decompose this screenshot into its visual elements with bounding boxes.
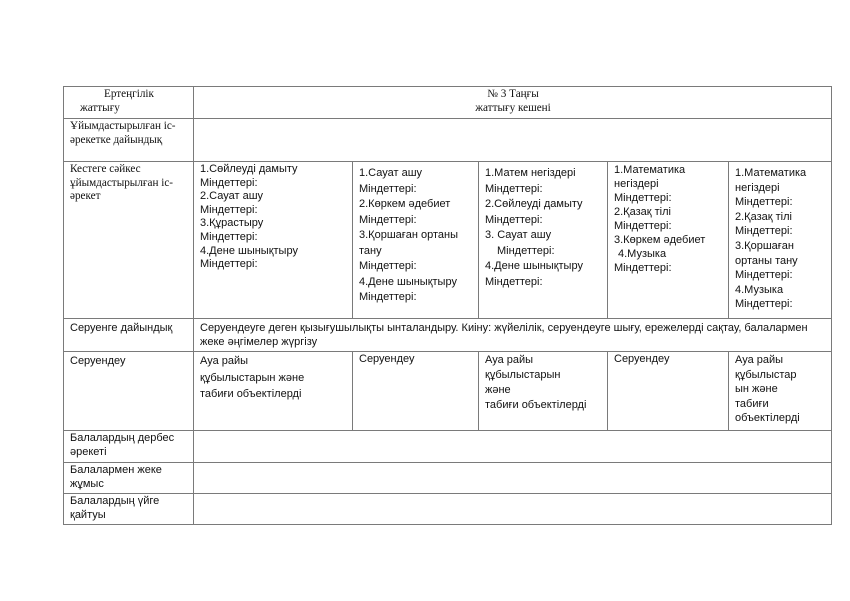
cell-line: Міндеттері: bbox=[735, 196, 793, 209]
cell-line: табиғи bbox=[735, 397, 769, 410]
cell-line: Міндеттері: bbox=[359, 291, 417, 303]
cell-line: Ауа райы bbox=[200, 355, 249, 367]
cell-line: 2.Қазақ тілі bbox=[614, 206, 671, 218]
morning-exercise-label-line1: Ертеңгілік bbox=[104, 88, 154, 100]
cell-line: 1.Математика bbox=[735, 167, 807, 179]
cell-line: 2.Сөйлеуді дамыту bbox=[485, 198, 583, 210]
cell-line: табиғи объектілерді bbox=[485, 399, 587, 411]
cell-line: 3.Қоршаған bbox=[735, 239, 794, 252]
cell-line: Міндеттері: bbox=[200, 203, 258, 216]
going-home-content bbox=[194, 494, 832, 525]
organized-prep-row bbox=[64, 119, 832, 162]
individual-work-row bbox=[64, 463, 832, 494]
independent-activity-label bbox=[64, 431, 194, 463]
cell-line: Міндеттері: bbox=[614, 220, 672, 232]
morning-exercise-label bbox=[64, 87, 194, 119]
scheduled-label-line3: әрекет bbox=[70, 190, 101, 203]
going-home-label-line1: Балалардың үйге bbox=[70, 495, 160, 507]
walk-cell-day1 bbox=[194, 352, 353, 431]
individual-label-line1: Балалармен жеке bbox=[70, 464, 162, 476]
individual-work-content bbox=[194, 463, 832, 494]
cell-line: Ауа райы bbox=[735, 354, 784, 366]
walk-prep-content bbox=[194, 319, 832, 352]
daily-plan-table bbox=[63, 86, 832, 525]
cell-line: Серуендеу bbox=[359, 353, 415, 365]
cell-line: Міндеттері: bbox=[485, 213, 543, 226]
scheduled-label-line1: Кестеге сәйкес bbox=[70, 163, 141, 175]
walk-cell-day2 bbox=[353, 352, 479, 431]
header-row bbox=[64, 87, 832, 119]
cell-line: 1.Математика bbox=[614, 164, 686, 176]
walk-label: Серуендеу bbox=[64, 352, 194, 431]
cell-line: 3.Қоршаған ортаны bbox=[359, 229, 459, 241]
cell-line: Міндеттері: bbox=[735, 225, 793, 238]
cell-line: 4.Дене шынықтыру bbox=[200, 244, 298, 257]
title-line2: жаттығу кешені bbox=[475, 101, 551, 114]
scheduled-cell-day2 bbox=[353, 162, 479, 319]
independent-label-line1: Балалардың дербес bbox=[70, 432, 175, 444]
walk-prep-text-line1: Серуендеуге деген қызығушылықты ынталандыру. Киіну: жүйелілік, серуендеуге шығу, ережелерді сақтау, балалармен bbox=[200, 322, 808, 334]
cell-line: объектілерді bbox=[735, 412, 800, 425]
cell-line: Міндеттері: bbox=[359, 260, 417, 272]
scheduled-cell-day5 bbox=[729, 162, 832, 319]
cell-line: Ауа райы bbox=[485, 354, 534, 366]
title-line1: № 3 Таңғы bbox=[487, 88, 539, 100]
independent-label-line2: әрекеті bbox=[70, 445, 107, 458]
walk-row bbox=[64, 352, 832, 431]
morning-exercise-label-line2: жаттығу bbox=[80, 101, 120, 114]
individual-label-line2: жұмыс bbox=[70, 477, 104, 490]
going-home-label-line2: қайтуы bbox=[70, 508, 106, 521]
going-home-label bbox=[64, 494, 194, 525]
cell-line: Міндеттері: bbox=[200, 230, 258, 243]
cell-line: 3.Көркем әдебиет bbox=[614, 234, 706, 246]
scheduled-activity-label bbox=[64, 162, 194, 319]
walk-prep-row bbox=[64, 319, 832, 352]
cell-line: Міндеттері: bbox=[735, 269, 793, 282]
cell-line: 4.Дене шынықтыру bbox=[485, 260, 583, 272]
cell-line: және bbox=[485, 384, 511, 396]
cell-line: ын және bbox=[735, 383, 778, 396]
independent-activity-content bbox=[194, 431, 832, 463]
cell-line: Міндеттері: bbox=[359, 182, 417, 195]
scheduled-cell-day3 bbox=[479, 162, 608, 319]
scheduled-cell-day4 bbox=[608, 162, 729, 319]
cell-line: 2.Қазақ тілі bbox=[735, 210, 792, 223]
cell-line: 4.Дене шынықтыру bbox=[359, 275, 457, 288]
cell-line: Міндеттері: bbox=[485, 275, 543, 288]
cell-line: 4.Музыка bbox=[735, 283, 784, 296]
cell-line: Міндеттері: bbox=[200, 176, 258, 189]
cell-line: 3. Сауат ашу bbox=[485, 229, 552, 241]
cell-line: 1.Сөйлеуді дамыту bbox=[200, 163, 298, 175]
cell-line: Міндеттері: bbox=[614, 192, 672, 204]
cell-line: Міндеттері: bbox=[614, 262, 672, 274]
cell-line: 1.Сауат ашу bbox=[359, 167, 423, 179]
cell-line: құбылыстар bbox=[735, 368, 797, 381]
cell-line: Серуендеу bbox=[614, 353, 670, 365]
organized-prep-label-line2: әрекетке дайындық bbox=[70, 133, 163, 146]
organized-prep-label-line1: Ұйымдастырылған іс- bbox=[70, 120, 176, 132]
exercise-complex-title bbox=[194, 87, 832, 119]
cell-line: ортаны тану bbox=[735, 254, 798, 267]
cell-line: 2.Сауат ашу bbox=[200, 190, 264, 203]
scheduled-activity-row bbox=[64, 162, 832, 319]
cell-line: 2.Көркем әдебиет bbox=[359, 198, 451, 210]
cell-line: тану bbox=[359, 244, 382, 257]
organized-prep-content bbox=[194, 119, 832, 162]
cell-line: құбылыстарын bbox=[485, 369, 561, 381]
cell-line: негіздері bbox=[614, 178, 659, 190]
walk-prep-text-line2: жеке әңгімелер жүргізу bbox=[200, 335, 318, 348]
cell-line: табиғи объектілерді bbox=[200, 388, 302, 400]
walk-cell-day4 bbox=[608, 352, 729, 431]
walk-cell-day3 bbox=[479, 352, 608, 431]
cell-line: құбылыстарын және bbox=[200, 371, 305, 384]
walk-cell-day5 bbox=[729, 352, 832, 431]
organized-prep-label bbox=[64, 119, 194, 162]
cell-line: Міндеттері: bbox=[497, 244, 555, 257]
scheduled-cell-day1 bbox=[194, 162, 353, 319]
cell-line: Міндеттері: bbox=[200, 258, 258, 271]
cell-line: 1.Матем негіздері bbox=[485, 167, 576, 179]
scheduled-label-line2: ұйымдастырылған іс- bbox=[70, 176, 174, 189]
cell-line: негіздері bbox=[735, 181, 780, 194]
cell-line: Міндеттері: bbox=[359, 213, 417, 226]
independent-activity-row bbox=[64, 431, 832, 463]
cell-line: 3.Құрастыру bbox=[200, 217, 264, 230]
going-home-row bbox=[64, 494, 832, 525]
cell-line: Міндеттері: bbox=[735, 298, 793, 311]
individual-work-label bbox=[64, 463, 194, 494]
walk-prep-label: Серуенге дайындық bbox=[64, 319, 194, 352]
cell-line: 4.Музыка bbox=[618, 248, 667, 260]
cell-line: Міндеттері: bbox=[485, 182, 543, 195]
